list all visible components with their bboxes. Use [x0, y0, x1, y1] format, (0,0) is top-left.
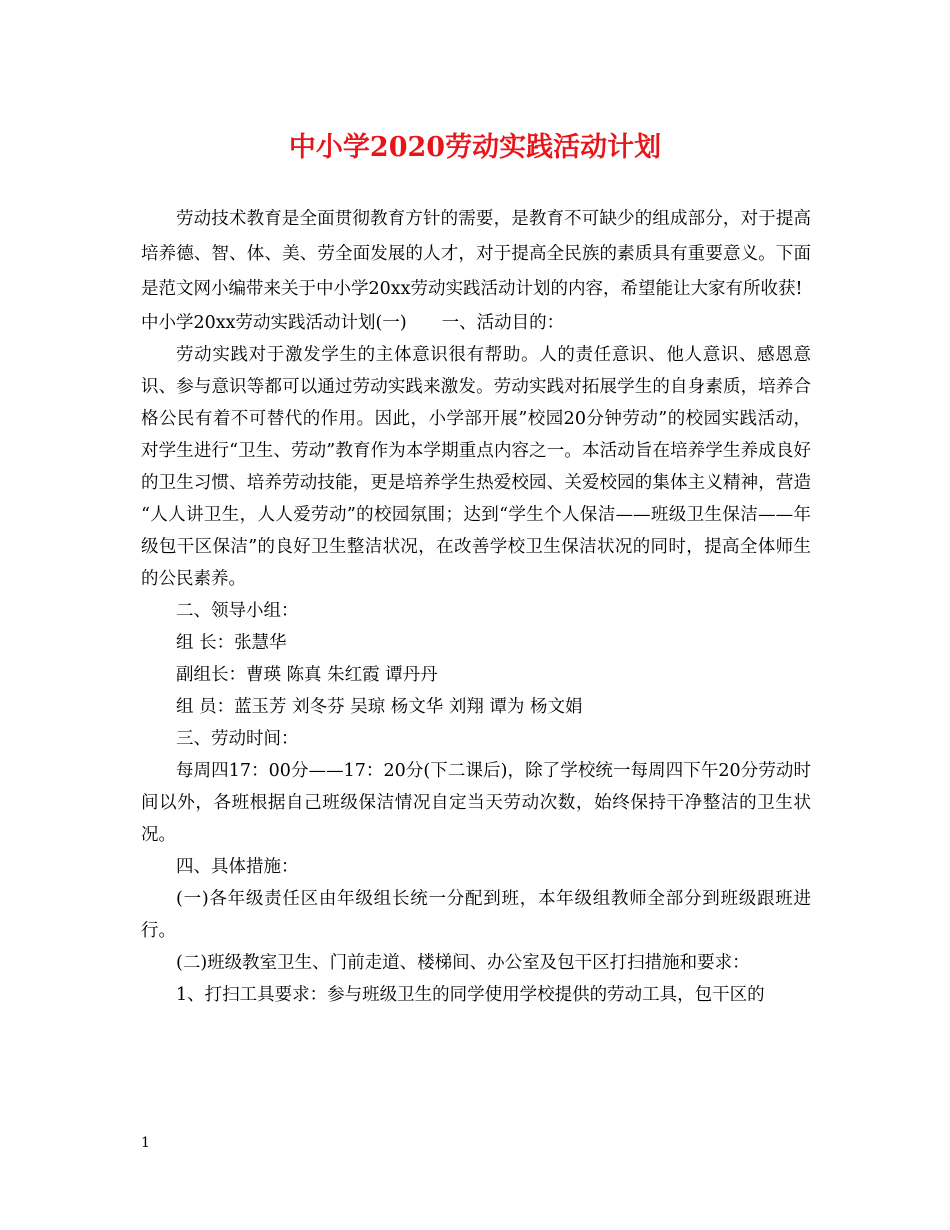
plan-heading: 中小学20xx劳动实践活动计划(一) 一、活动目的：	[141, 313, 565, 333]
measure-paragraph-2: (二)班级教室卫生、门前走道、楼梯间、办公室及包干区打扫措施和要求：	[176, 953, 750, 973]
section-heading-measures: 四、具体措施：	[176, 857, 299, 877]
section-heading-leadership: 二、领导小组：	[176, 601, 299, 621]
members-line: 组 员：蓝玉芳 刘冬芬 吴琼 杨文华 刘翔 谭为 杨文娟	[176, 697, 583, 717]
time-paragraph: 每周四17：00分——17：20分(下二课后)，除了学校统一每周四下午20分劳动时间以外，各班根据自己班级保洁情况自定当天劳动次数，始终保持干净整洁的卫生状况。	[141, 761, 811, 845]
leader-line: 组 长：张慧华	[176, 633, 287, 653]
section-heading-time: 三、劳动时间：	[176, 729, 299, 749]
vice-leaders-line: 副组长：曹瑛 陈真 朱红霞 谭丹丹	[176, 665, 438, 685]
tools-requirement-paragraph: 1、打扫工具要求：参与班级卫生的同学使用学校提供的劳动工具，包干区的	[176, 985, 765, 1005]
page-number: 1	[141, 1135, 150, 1151]
purpose-paragraph: 劳动实践对于激发学生的主体意识很有帮助。人的责任意识、他人意识、感恩意识、参与意识等都可以通过劳动实践来激发。劳动实践对拓展学生的自身素质，培养合格公民有着不可替代的作用。因此，小学部开展”校园20分钟劳动”的校园实践活动，对学生进行“卫生、劳动”教育作为本学期重点内容之一。本活动旨在培养学生养成良好的卫生习惯、培养劳动技能，更是培养学生热爱校园、关爱校园的集体主义精神，营造 “人人讲卫生，人人爱劳动”的校园氛围；达到“学生个人保洁——班级卫生保洁——年级包干区保洁”的良好卫生整洁状况，在改善学校卫生保洁状况的同时，提高全体师生的公民素养。	[141, 345, 811, 589]
measure-paragraph-1: (一)各年级责任区由年级组长统一分配到班，本年级组教师全部分到班级跟班进行。	[141, 889, 811, 941]
document-title: 中小学2020劳动实践活动计划	[288, 132, 662, 163]
intro-paragraph: 劳动技术教育是全面贯彻教育方针的需要，是教育不可缺少的组成部分，对于提高培养德、智、体、美、劳全面发展的人才，对于提高全民族的素质具有重要意义。下面是范文网小编带来关于中小学20xx劳动实践活动计划的内容，希望能让大家有所收获!	[141, 209, 811, 299]
document-body	[141, 202, 811, 1011]
